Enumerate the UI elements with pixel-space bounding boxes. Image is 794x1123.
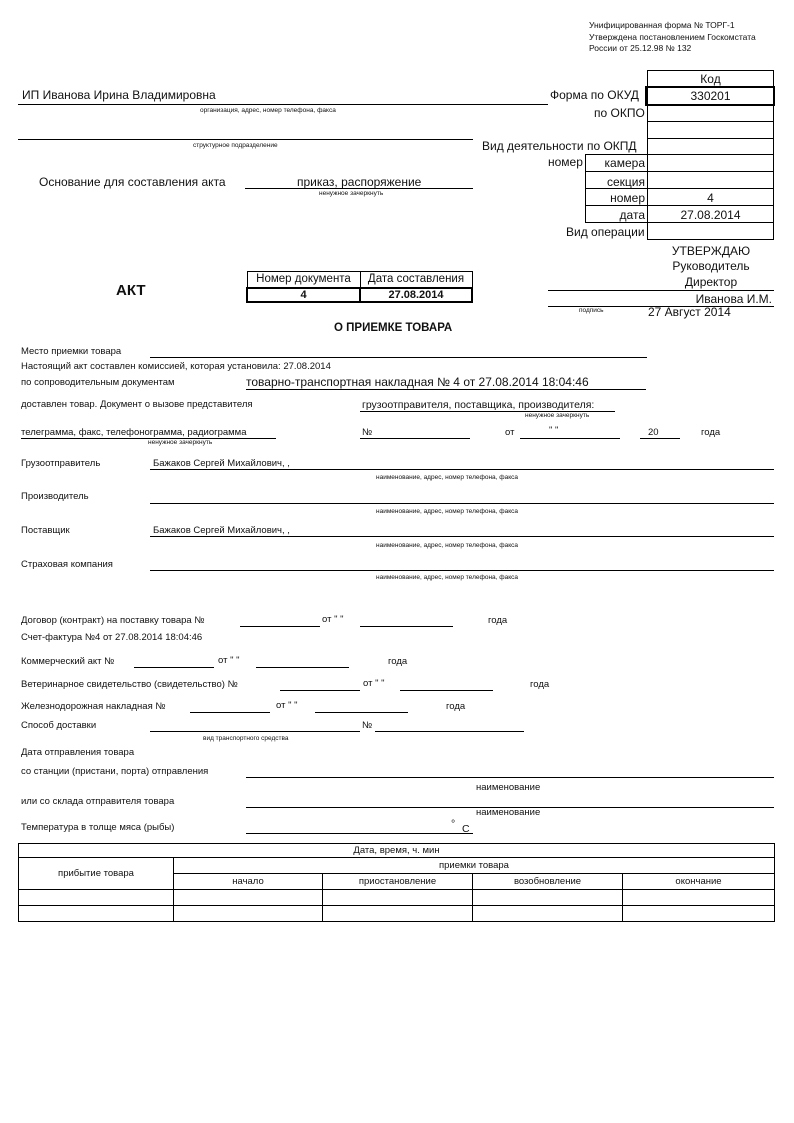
commercial-label: Коммерческий акт № [21,656,115,667]
rail-no-line [190,712,270,713]
org-caption: организация, адрес, номер телефона, факса [200,107,336,114]
telegram-year-line [640,438,680,439]
unneeded-caption1: ненужное зачеркнуть [525,412,590,419]
producer-label: Производитель [21,491,89,502]
unneeded-caption2: ненужное зачеркнуть [148,439,213,446]
end-header: окончание [623,874,775,890]
doc-date-header: Дата составления [360,272,472,288]
vet-no-line [280,690,360,691]
basis-value: приказ, распоряжение [297,175,422,189]
invoice-text: Счет-фактура №4 от 27.08.2014 18:04:46 [21,632,203,643]
telegram-ot: от [505,427,515,438]
nomer-label: номер [548,155,583,169]
table-cell[interactable] [19,890,174,906]
org-name: ИП Иванова Ирина Владимировна [22,88,216,102]
table-cell[interactable] [323,890,473,906]
vet-label: Ветеринарное свидетельство (свидетельство) № [21,679,238,690]
data-value: 27.08.2014 [680,208,741,222]
producer-caption: наименование, адрес, номер телефона, факса [376,508,519,515]
code-row-line [585,154,774,155]
okud-label: Форма по ОКУД [550,88,639,102]
telegram-date-line [520,438,620,439]
shipper-line [150,469,774,470]
table-cell[interactable] [473,906,623,922]
time-table [18,843,775,922]
contract-date-line [360,626,453,627]
delivered-label: доставлен товар. Документ о вызове представителя [21,399,253,410]
place-line [150,357,647,358]
code-row-line [647,138,774,139]
table-cell[interactable] [19,906,174,922]
delivery-no: № [362,720,373,731]
telegram-goda: года [701,427,721,438]
rail-ot: от " " [276,700,298,711]
okud-value: 330201 [690,89,731,103]
shipper-caption: наименование, адрес, номер телефона, факса [376,474,519,481]
subdivision-line [18,139,473,140]
approve-line [548,290,774,291]
shipper-value: Бажаков Сергей Михайлович, , [153,458,290,469]
code-row-line [585,171,774,172]
acceptance-header: приемки товара [174,858,775,874]
table-top-header: Дата, время, ч. мин [19,844,775,858]
transport-caption: вид транспортного средства [203,735,289,742]
ship-date-label: Дата отправления товара [21,747,135,758]
doc-number-table [246,271,473,303]
celsius-sign: С [462,823,470,835]
telegram-quotes: " " [549,425,559,436]
commission-text: Настоящий акт составлен комиссией, которая установила: 27.08.2014 [21,361,331,372]
rail-goda: года [446,701,466,712]
temp-label: Температура в толще мяса (рыбы) [21,822,175,833]
commercial-goda: года [388,656,408,667]
code-row-line [585,222,774,223]
contract-goda: года [488,615,508,626]
approve-title: УТВЕРЖДАЮ [671,244,751,258]
rail-label: Железнодорожная накладная № [21,701,166,712]
contract-no-line [240,626,320,627]
supplier-label: Поставщик [21,525,70,536]
code-vline [585,154,586,222]
supplier-caption: наименование, адрес, номер телефона, факса [376,542,519,549]
nomer2-value: 4 [707,191,714,205]
start-header: начало [174,874,323,890]
doc-num-value: 4 [247,288,360,302]
place-label: Место приемки товара [21,346,122,357]
kamera-label: камера [604,156,645,170]
table-cell[interactable] [473,890,623,906]
delivery-no-line [375,731,524,732]
commercial-no-line [134,667,214,668]
basis-label: Основание для составления акта [39,175,226,189]
accomp-line [246,389,646,390]
delivered-value: грузоотправителя, поставщика, производителя: [362,399,595,411]
table-cell[interactable] [174,890,323,906]
doc-num-header: Номер документа [247,272,360,288]
sekcia-label: секция [607,175,645,189]
station-line [246,777,774,778]
shipper-label: Грузоотправитель [21,458,101,469]
arrival-header: прибытие товара [19,858,174,890]
temp-line [246,833,473,834]
approve-position: Директор [684,275,738,289]
doc-subtitle: О ПРИЕМКЕ ТОВАРА [334,322,453,334]
insurer-label: Страховая компания [21,559,113,570]
approve-date: 27 Август 2014 [648,305,731,319]
vet-goda: года [530,679,550,690]
warehouse-label: или со склада отправителя товара [21,796,175,807]
okdp-label: Вид деятельности по ОКПД [482,139,637,153]
resume-header: возобновление [473,874,623,890]
basis-caption: ненужное зачеркнуть [319,190,384,197]
code-header: Код [700,72,721,86]
rail-date-line [315,712,408,713]
station-caption: наименование [476,782,541,793]
telegram-no: № [362,427,373,438]
table-cell[interactable] [623,906,775,922]
accomp-value: товарно-транспортная накладная № 4 от 27.08.2014 18:04:46 [246,375,589,389]
commercial-ot: от " " [218,655,240,666]
vet-date-line [400,690,493,691]
telegram-label: телеграмма, факс, телефонограмма, радиограмма [21,427,247,438]
subdivision-caption: структурное подразделение [193,142,278,149]
form-id-line2: Утверждена постановлением Госкомстата [589,32,756,42]
approve-name: Иванова И.М. [695,292,772,306]
pause-header: приостановление [323,874,473,890]
delivery-label: Способ доставки [21,720,97,731]
org-line [18,104,548,105]
commercial-date-line [256,667,349,668]
nomer2-label: номер [610,191,645,205]
insurer-line [150,570,774,571]
contract-ot: от " " [322,614,344,625]
telegram-year: 20 [648,427,659,438]
sign-caption: подпись [579,307,604,314]
supplier-value: Бажаков Сергей Михайлович, , [153,525,290,536]
degree-sign: ° [451,818,456,830]
approve-role: Руководитель [672,259,750,273]
vid-operacii-label: Вид операции [566,225,645,239]
producer-line [150,503,774,504]
okpo-label: по ОКПО [594,106,645,120]
contract-label: Договор (контракт) на поставку товара № [21,615,205,626]
code-row-line [647,121,774,122]
supplier-line [150,536,774,537]
akt-title: АКТ [116,282,146,299]
insurer-caption: наименование, адрес, номер телефона, факса [376,574,519,581]
accomp-label: по сопроводительным документам [21,377,175,388]
vet-ot: от " " [363,678,385,689]
form-id-line3: России от 25.12.98 № 132 [589,43,692,53]
station-label: со станции (пристани, порта) отправления [21,766,209,777]
code-row-line [585,205,774,206]
telegram-no-line [360,438,470,439]
table-row [19,890,775,906]
warehouse-caption: наименование [476,807,541,818]
table-cell[interactable] [623,890,775,906]
table-cell[interactable] [323,906,473,922]
table-row [19,906,775,922]
data-label: дата [619,208,645,222]
basis-line [245,188,473,189]
doc-date-value: 27.08.2014 [360,288,472,302]
table-cell[interactable] [174,906,323,922]
delivery-line [150,731,360,732]
form-id-line1: Унифицированная форма № ТОРГ-1 [589,20,735,30]
